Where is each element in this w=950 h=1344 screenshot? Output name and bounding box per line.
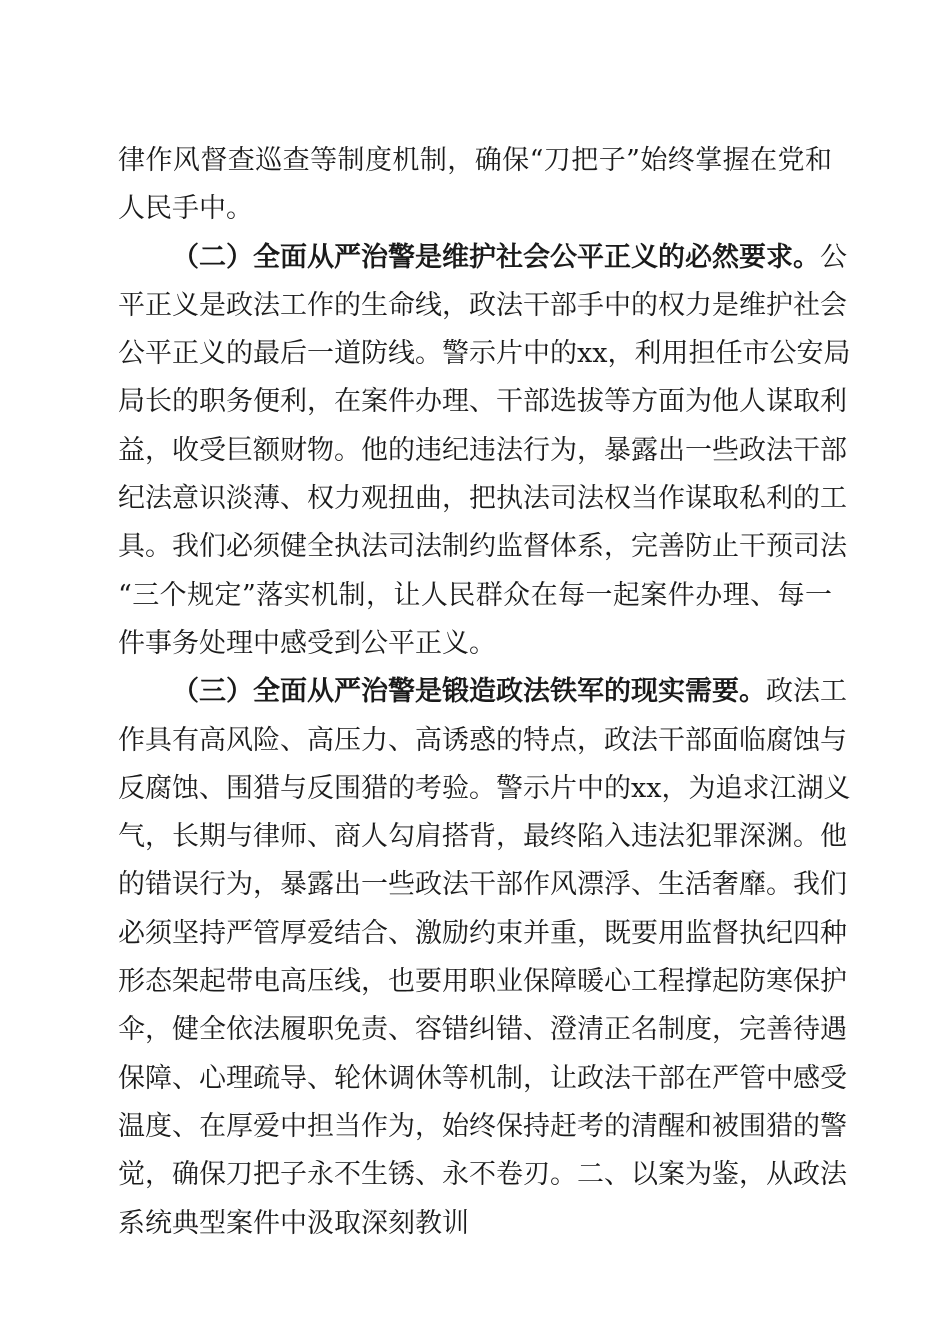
text-line: 的错误行为，暴露出一些政法干部作风漂浮、生活奢靡。我们	[118, 869, 847, 901]
section-heading: （二）全面从严治警是维护社会公平正义的必然要求。	[172, 241, 820, 273]
text-span: 公	[820, 241, 847, 273]
text-line: 益，收受巨额财物。他的违纪违法行为，暴露出一些政法干部	[118, 434, 847, 466]
document-body	[118, 137, 851, 1248]
section-heading-line	[118, 234, 847, 282]
text-line: 律作风督查巡查等制度机制，确保“刀把子”始终掌握在党和	[118, 145, 832, 176]
text-line: 公平正义的最后一道防线。警示片中的xx，利用担任市公安局	[118, 338, 851, 370]
text-line: 气，长期与律师、商人勾肩搭背，最终陷入违法犯罪深渊。他	[118, 821, 847, 853]
text-line: 温度、在厚爱中担当作为，始终保持赶考的清醒和被围猎的警	[118, 1110, 847, 1142]
text-line: 局长的职务便利，在案件办理、干部选拔等方面为他人谋取利	[118, 386, 847, 418]
text-line: 系统典型案件中汲取深刻教训	[118, 1207, 469, 1239]
text-line: 保障、心理疏导、轮休调休等机制，让政法干部在严管中感受	[118, 1062, 847, 1094]
text-line: 具。我们必须健全执法司法制约监督体系，完善防止干预司法	[118, 531, 847, 563]
text-line: 形态架起带电高压线，也要用职业保障暖心工程撑起防寒保护	[118, 966, 847, 998]
text-line: 伞，健全依法履职免责、容错纠错、澄清正名制度，完善待遇	[118, 1014, 847, 1046]
text-line: 反腐蚀、围猎与反围猎的考验。警示片中的xx，为追求江湖义	[118, 772, 851, 804]
text-line: 纪法意识淡薄、权力观扭曲，把执法司法权当作谋取私利的工	[118, 483, 847, 515]
text-line: 平正义是政法工作的生命线，政法干部手中的权力是维护社会	[118, 289, 847, 321]
text-line: 件事务处理中感受到公平正义。	[118, 627, 496, 659]
text-line: 人民手中。	[118, 193, 253, 225]
section-heading-line	[118, 668, 847, 716]
text-span: 政法工	[766, 676, 847, 708]
section-heading: （三）全面从严治警是锻造政法铁军的现实需要。	[172, 676, 766, 708]
text-line: 作具有高风险、高压力、高诱惑的特点，政法干部面临腐蚀与	[118, 724, 847, 756]
text-line: “三个规定”落实机制，让人民群众在每一起案件办理、每一	[118, 579, 832, 611]
text-line: 觉，确保刀把子永不生锈、永不卷刃。二、以案为鉴，从政法	[118, 1159, 847, 1191]
text-line: 必须坚持严管厚爱结合、激励约束并重，既要用监督执纪四种	[118, 917, 847, 949]
